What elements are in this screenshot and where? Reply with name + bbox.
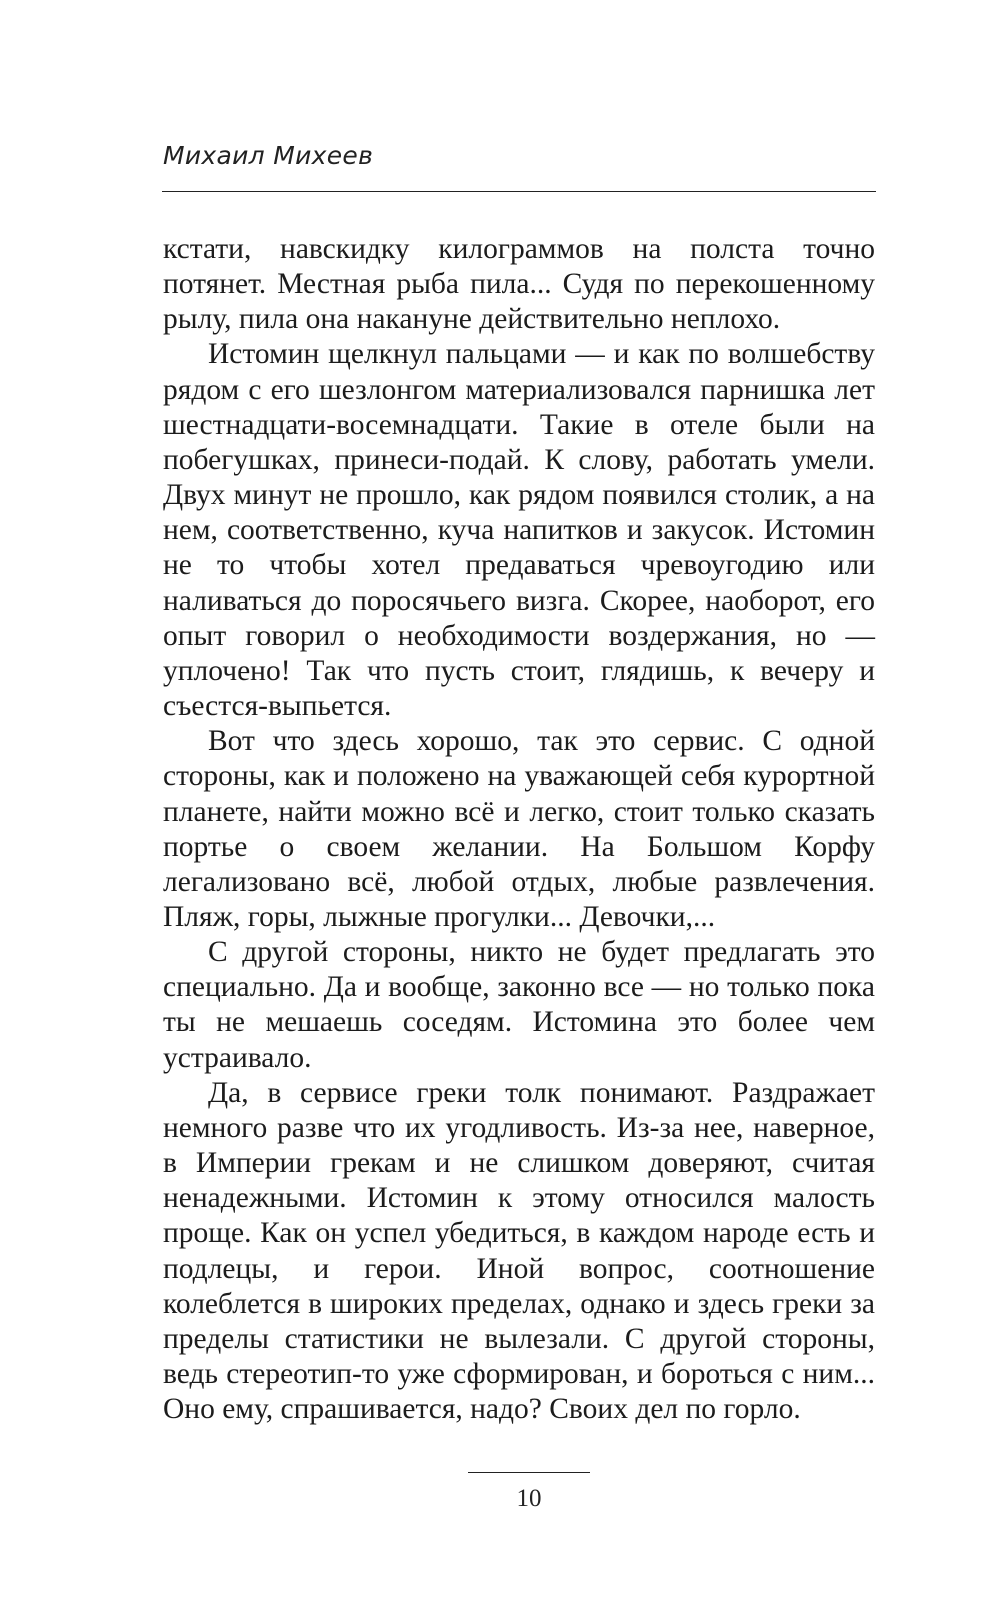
body-text xyxy=(163,232,875,1427)
header-rule xyxy=(162,191,876,192)
paragraph-3: Вот что здесь хорошо, так это сервис. С одной стороны, как и положено на уважающей себя курортной планете, найти можно всё и легко, стоит только сказать портье о своем желании. На Большом Корфу легализовано всё, любой отдых, любые развлечения. Пляж, горы, лыжные прогулки... Девочки,... xyxy=(163,725,875,933)
running-head-author: Михаил Михеев xyxy=(163,141,374,170)
paragraph-5: Да, в сервисе греки толк понимают. Раздражает немного разве что их угодливость. Из-за нее, наверное, в Империи грекам и не слишком доверяют, считая ненадежными. Истомин к этому относился малость проще. Как он успел убедиться, в каждом народе есть и подлецы, и герои. Иной вопрос, соотношение колеблется в широких пределах, однако и здесь греки за пределы статистики не вылезали. С другой стороны, ведь стереотип-то уже сформирован, и бороться с ним... Оно ему, спрашивается, надо? Своих дел по горло. xyxy=(163,1076,875,1426)
paragraph-4: С другой стороны, никто не будет предлагать это специально. Да и вообще, законно все — но только пока ты не мешаешь соседям. Истомина это более чем устраивало. xyxy=(163,936,875,1074)
page-number: 10 xyxy=(516,1485,542,1512)
paragraph-1: кстати, навскидку килограммов на полста точно потянет. Местная рыба пила... Судя по перекошенному рылу, пила она накануне действительно неплохо. xyxy=(163,233,875,336)
folio-rule xyxy=(468,1472,590,1473)
paragraph-2: Истомин щелкнул пальцами — и как по волшебству рядом с его шезлонгом материализовался парнишка лет шестнадцати-восемнадцати. Такие в отеле были на побегушках, принеси-подай. К слову, работать умели. Двух минут не прошло, как рядом появился столик, а на нем, соответственно, куча напитков и закусок. Истомин не то чтобы хотел предаваться чревоугодию или наливаться до поросячьего визга. Скорее, наоборот, его опыт говорил о необходимости воздержания, но — уплочено! Так что пусть стоит, глядишь, к вечеру и съестся-выпьется. xyxy=(163,338,875,723)
